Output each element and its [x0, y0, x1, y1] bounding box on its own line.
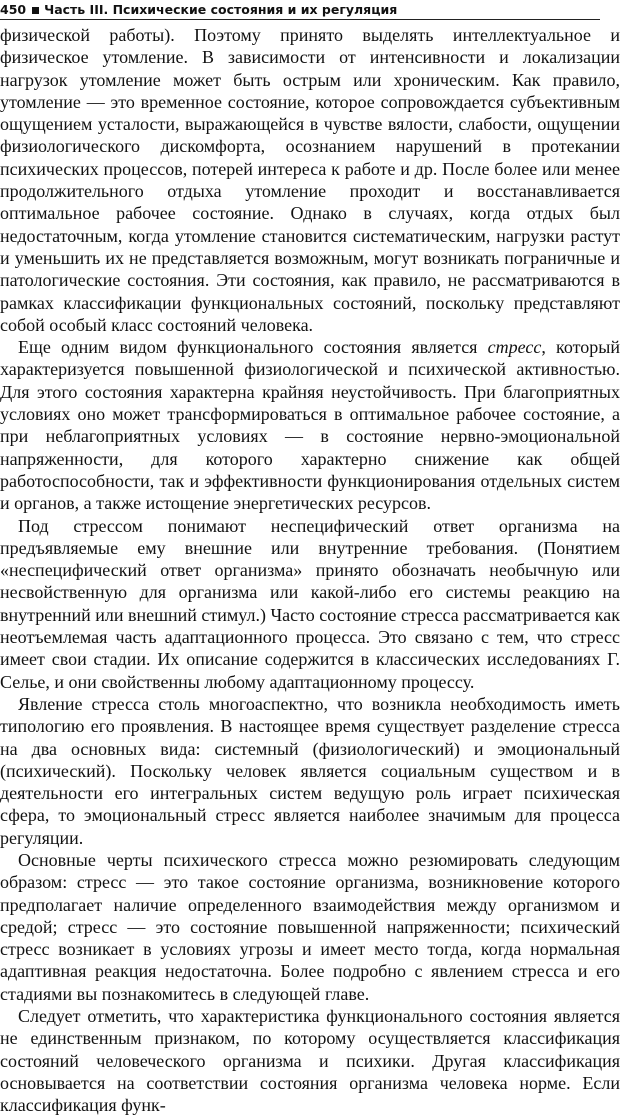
body-text [0, 24, 620, 1117]
paragraph-fatigue: физической работы). Поэтому принято выделять интеллектуальное и физическое утомление. В зависимости от интенсивности и локализации нагрузок утомление может быть острым или хроническим. Как правило, утомление — это временное состояние, которое сопровождается субъективным ощущением усталости, выражающейся в чувстве вялости, слабости, ощущении физиологического дискомфорта, осознанием нарушений в протекании психических процессов, потерей интереса к работе и др. После более или менее продолжительного отдыха утомление проходит и восстанавливается оптимальное рабочее состояние. Однако в случаях, когда отдых был недостаточным, когда утомление становится систематическим, нагрузки растут и уменьшить их не представляется возможным, могут возникать пограничные и патологические состояния. Эти состояния, как правило, не рассматриваются в рамках классификации функциональных состояний, поскольку представляют собой особый класс состояний человека. [0, 25, 620, 335]
page-number: 450 [0, 2, 27, 17]
running-header [0, 0, 600, 20]
square-bullet-icon [32, 7, 39, 14]
paragraph-stress-types: Явление стресса столь многоаспектно, что возникла необходимость иметь типологию его проявления. В настоящее время существует разделение стресса на два основных вида: системный (физиологический) и эмоциональный (психический). Поскольку человек является социальным существом и в деятельности его интегральных систем ведущую роль играет психическая сфера, то эмоциональный стресс является наиболее значимым для процесса регуляции. [0, 693, 620, 848]
term-stress-emphasis: стресс [487, 337, 542, 358]
paragraph-classification: Следует отметить, что характеристика функционального состояния является не единственным признаком, по которому осуществляется классификация состояний человеческого организма и психики. Другая классификация основывается на соответствии состояния организма человека норме. Если классификация функ- [0, 1006, 620, 1116]
paragraph-stress-intro: Еще одним видом функционального состояния является стресс, который характеризуется повышенной физиологической и психической активностью. Для этого состояния характерна крайняя неустойчивость. При благоприятных условиях оно может трансформироваться в оптимальное рабочее состояние, а при неблагоприятных условиях — в состояние нервно-эмоциональной напряженности, для которого характерно снижение как общей работоспособности, так и эффективности функционирования отдельных систем и органов, а также истощение энергетических ресурсов. [0, 337, 620, 514]
paragraph-stress-features: Основные черты психического стресса можно резюмировать следующим образом: стресс — это такое состояние организма, возникновение которого предполагает наличие определенного взаимодействия между организмом и средой; стресс — это состояние повышенной напряженности; психический стресс возникает в условиях угрозы и имеет место тогда, когда нормальная адаптивная реакция недостаточна. Более подробно с явлением стресса и его стадиями вы познакомитесь в следующей главе. [0, 849, 620, 1004]
paragraph-stress-definition: Под стрессом понимают неспецифический ответ организма на предъявляемые ему внешние или внутренние требования. (Понятием «неспецифический ответ организма» принято обозначать необычную или несвойственную для организма или какой-либо его системы реакцию на внутренний или внешний стимул.) Часто состояние стресса рассматривается как неотъемлемая часть адаптационного процесса. Это связано с тем, что стресс имеет свои стадии. Их описание содержится в классических исследованиях Г. Селье, и они свойственны любому адаптационному процессу. [0, 515, 620, 692]
running-title: Часть III. Психические состояния и их регуляция [44, 2, 398, 17]
